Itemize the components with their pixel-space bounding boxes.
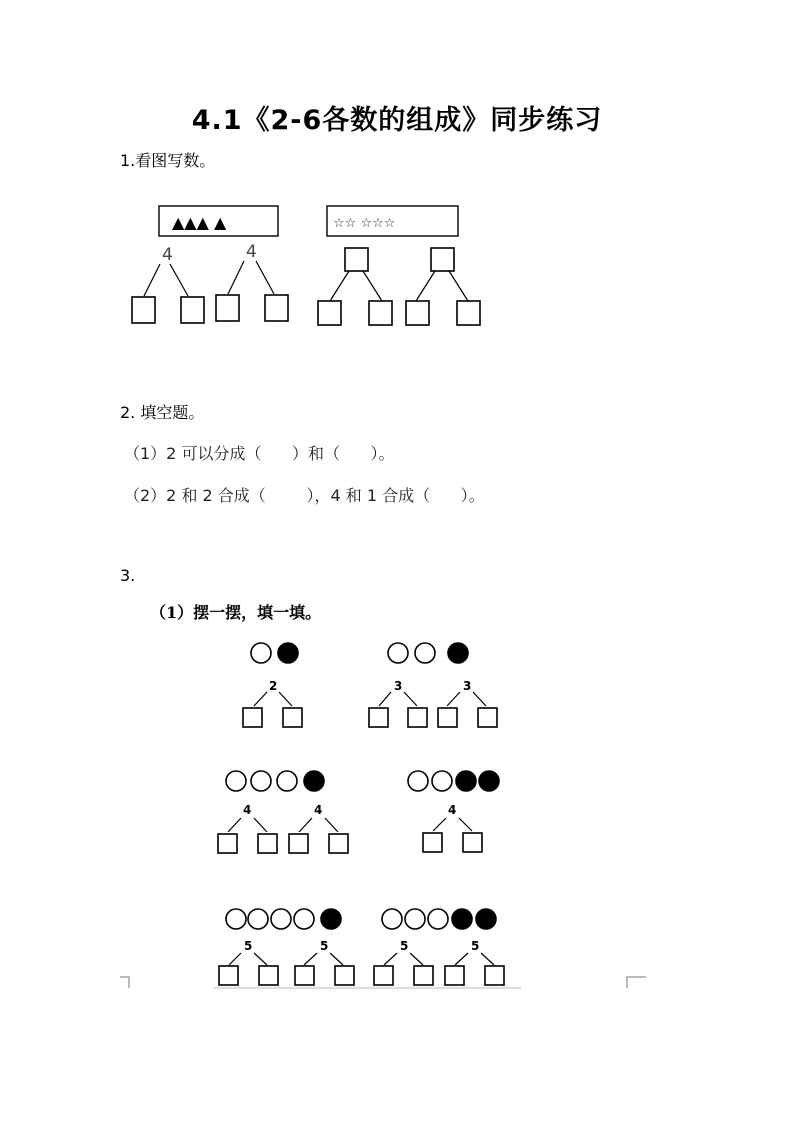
- answer-box[interactable]: [219, 966, 238, 985]
- answer-box[interactable]: [258, 834, 277, 853]
- q3-row3-number-1: 5: [244, 939, 253, 953]
- q3-label: 3.: [120, 566, 136, 585]
- q1-left-shapes: ▲▲▲ ▲: [172, 213, 227, 232]
- q3-row1-number-2: 3: [394, 679, 403, 693]
- q1-right-shapes: ☆☆ ☆☆☆: [333, 216, 396, 231]
- q3-sub-1: （1）摆一摆，填一填。: [150, 603, 322, 622]
- page-corner-mark-right: [627, 977, 646, 988]
- q3-row3-number-2: 5: [320, 939, 329, 953]
- q2-item-2: （2）2 和 2 合成（ ），4 和 1 合成（ ）。: [124, 486, 485, 505]
- q3-row2-number-3: 4: [448, 803, 457, 817]
- answer-box[interactable]: [414, 966, 433, 985]
- page-corner-mark-left: [120, 977, 129, 988]
- q1-left-number-1: 4: [162, 245, 173, 265]
- answer-box[interactable]: [374, 966, 393, 985]
- q2-label: 2. 填空题。: [120, 403, 205, 422]
- answer-box[interactable]: [369, 708, 388, 727]
- answer-box[interactable]: [463, 833, 482, 852]
- answer-box[interactable]: [335, 966, 354, 985]
- answer-box[interactable]: [423, 833, 442, 852]
- answer-box[interactable]: [259, 966, 278, 985]
- q1-left-number-2: 4: [246, 242, 257, 262]
- q3-row2-number-2: 4: [314, 803, 323, 817]
- answer-box[interactable]: [478, 708, 497, 727]
- q3-row3-number-4: 5: [471, 939, 480, 953]
- q3-row1-number-3: 3: [463, 679, 472, 693]
- q2-item-1: （1）2 可以分成（ ）和（ ）。: [124, 444, 395, 463]
- answer-box[interactable]: [408, 708, 427, 727]
- q3-row3-number-3: 5: [400, 939, 409, 953]
- answer-box[interactable]: [329, 834, 348, 853]
- answer-box[interactable]: [445, 966, 464, 985]
- answer-box[interactable]: [485, 966, 504, 985]
- page-title: 4.1《2-6各数的组成》同步练习: [191, 105, 603, 136]
- q3-row1-number-1: 2: [269, 679, 278, 693]
- answer-box[interactable]: [289, 834, 308, 853]
- answer-box[interactable]: [243, 708, 262, 727]
- q1-label: 1.看图写数。: [120, 151, 216, 170]
- answer-box[interactable]: [295, 966, 314, 985]
- q3-row2-number-1: 4: [243, 803, 252, 817]
- answer-box[interactable]: [218, 834, 237, 853]
- answer-box[interactable]: [283, 708, 302, 727]
- answer-box[interactable]: [438, 708, 457, 727]
